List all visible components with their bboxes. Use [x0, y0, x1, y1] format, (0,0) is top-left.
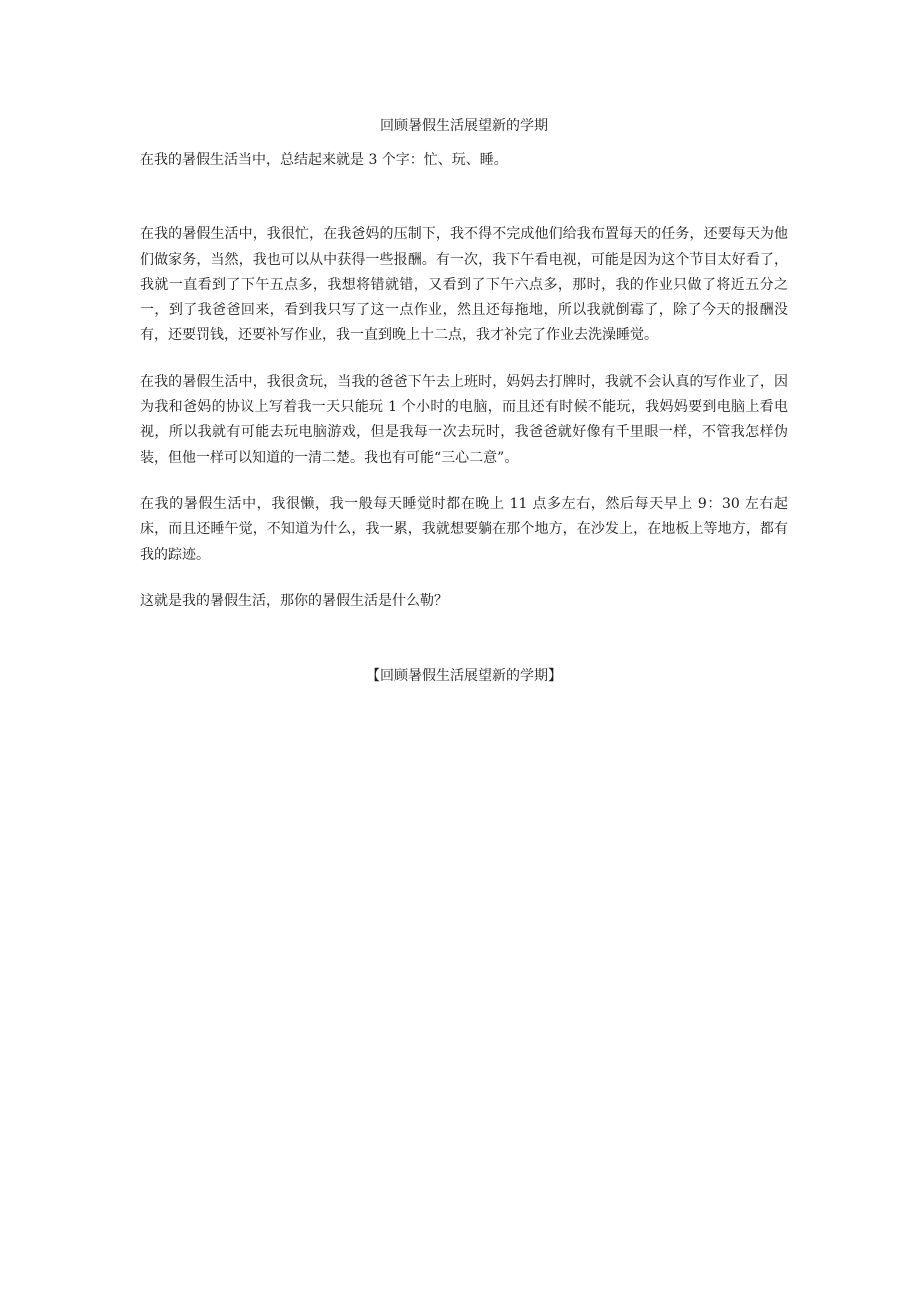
document-title: 回顾暑假生活展望新的学期 — [380, 118, 548, 134]
document-page — [140, 112, 788, 690]
paragraph-closing: 这就是我的暑假生活，那你的暑假生活是什么勒？ — [140, 592, 448, 609]
document-footer-title: 【回顾暑假生活展望新的学期】 — [366, 668, 562, 685]
paragraph-sleep: 在我的暑假生活中，我很懒，我一般每天睡觉时都在晚上 11 点多左右，然后每天早上 9：30 左右起床，而且还睡午觉，不知道为什么，我一累，我就想要躺在那个地方，在沙发上，在地板上等地方，都有我的踪迹。 — [140, 495, 788, 563]
paragraph-intro: 在我的暑假生活当中，总结起来就是 3 个字：忙、玩、睡。 — [140, 152, 508, 168]
paragraph-busy: 在我的暑假生活中，我很忙，在我爸妈的压制下，我不得不完成他们给我布置每天的任务，还要每天为他们做家务，当然，我也可以从中获得一些报酬。有一次，我下午看电视，可能是因为这个节目太好看了，我就一直看到了下午五点多，我想将错就错，又看到了下午六点多，那时，我的作业只做了将近五分之一，到了我爸爸回来，看到我只写了这一点作业，然且还每拖地，所以我就倒霉了，除了今天的报酬没有，还要罚钱，还要补写作业，我一直到晚上十二点，我才补完了作业去洗澡睡觉。 — [140, 226, 788, 344]
paragraph-play: 在我的暑假生活中，我很贪玩，当我的爸爸下午去上班时，妈妈去打牌时，我就不会认真的写作业了，因为我和爸妈的协议上写着我一天只能玩 1 个小时的电脑，而且还有时候不能玩，我妈妈要到电脑上看电视，所以我就有可能去玩电脑游戏，但是我每一次去玩时，我爸爸就好像有千里眼一样，不管我怎样伪装，但他一样可以知道的一清二楚。我也有可能“三心二意”。 — [140, 373, 788, 466]
